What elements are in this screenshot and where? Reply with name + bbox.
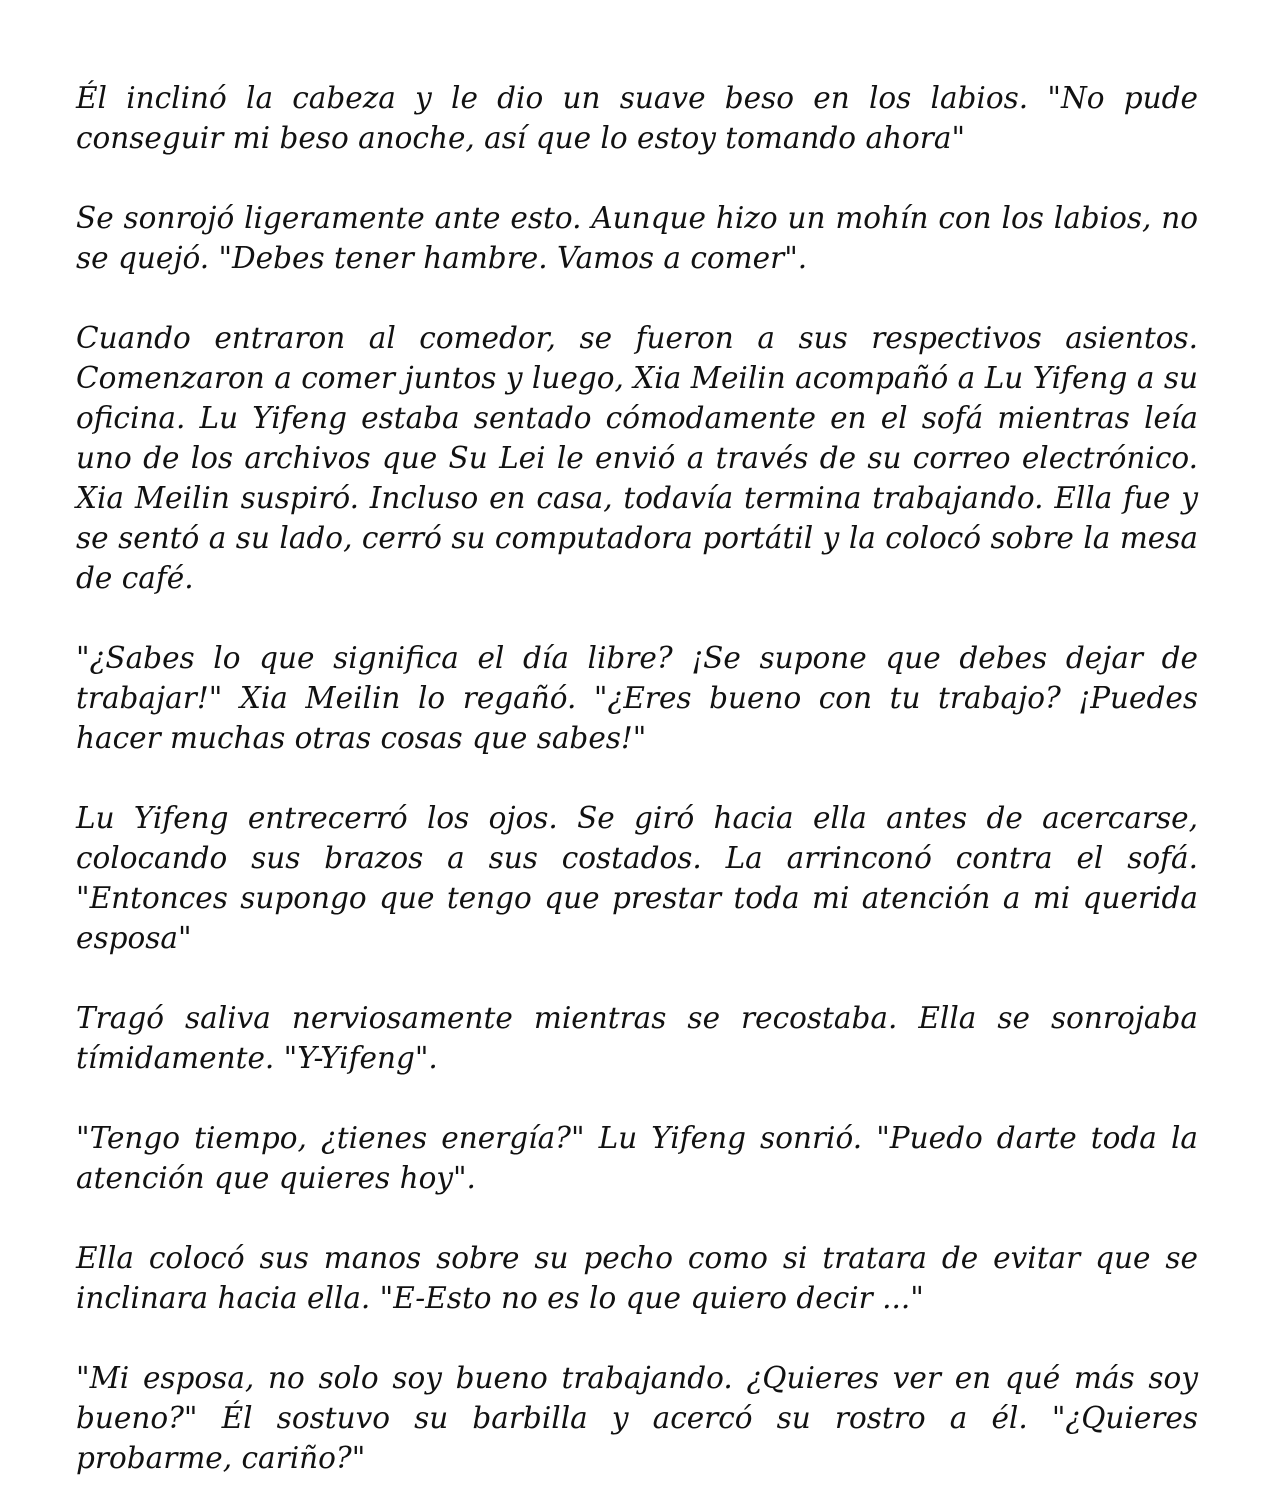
- paragraph-7: "Tengo tiempo, ¿tienes energía?" Lu Yifeng sonrió. "Puedo darte toda la atención que quieres hoy".: [76, 1121, 1198, 1195]
- document-body: [76, 78, 1198, 1478]
- paragraph-2: Se sonrojó ligeramente ante esto. Aunque hizo un mohín con los labios, no se quejó. "Debes tener hambre. Vamos a comer".: [76, 201, 1198, 275]
- paragraph-5: Lu Yifeng entrecerró los ojos. Se giró hacia ella antes de acercarse, colocando sus brazos a sus costados. La arrinconó contra el sofá. "Entonces supongo que tengo que prestar toda mi atención a mi querida esposa": [76, 801, 1198, 955]
- paragraph-8: Ella colocó sus manos sobre su pecho como si tratara de evitar que se inclinara hacia ella. "E-Esto no es lo que quiero decir ...": [76, 1241, 1198, 1315]
- paragraph-3: Cuando entraron al comedor, se fueron a sus respectivos asientos. Comenzaron a comer juntos y luego, Xia Meilin acompañó a Lu Yifeng a su oficina. Lu Yifeng estaba sentado cómodamente en el sofá mientras leía uno de los archivos que Su Lei le envió a través de su correo electrónico. Xia Meilin suspiró. Incluso en casa, todavía termina trabajando. Ella fue y se sentó a su lado, cerró su computadora portátil y la colocó sobre la mesa de café.: [76, 321, 1198, 595]
- paragraph-1: Él inclinó la cabeza y le dio un suave beso en los labios. "No pude conseguir mi beso anoche, así que lo estoy tomando ahora": [76, 81, 1198, 155]
- paragraph-9: "Mi esposa, no solo soy bueno trabajando. ¿Quieres ver en qué más soy bueno?" Él sostuvo su barbilla y acercó su rostro a él. "¿Quieres probarme, cariño?": [76, 1361, 1198, 1475]
- paragraph-4: "¿Sabes lo que significa el día libre? ¡Se supone que debes dejar de trabajar!" Xia Meilin lo regañó. "¿Eres bueno con tu trabajo? ¡Puedes hacer muchas otras cosas que sabes!": [76, 641, 1198, 755]
- paragraph-6: Tragó saliva nerviosamente mientras se recostaba. Ella se sonrojaba tímidamente. "Y-Yifeng".: [76, 1001, 1198, 1075]
